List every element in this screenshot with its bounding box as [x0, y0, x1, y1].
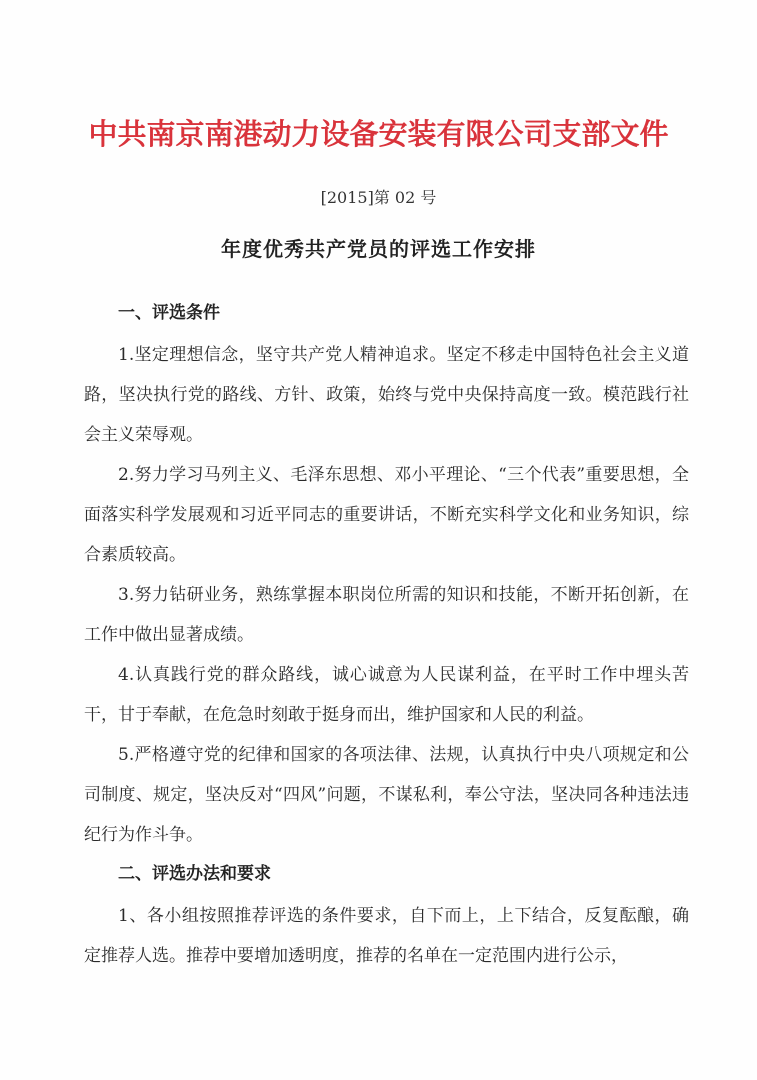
section-heading-criteria: 一、评选条件 — [118, 303, 220, 323]
document-number: [2015]第 02 号 — [320, 188, 437, 207]
section-heading-methods: 二、评选办法和要求 — [118, 864, 271, 884]
criteria-item-1: 1.坚定理想信念，坚守共产党人精神追求。坚定不移走中国特色社会主义道路，坚决执行党的路线、方针、政策，始终与党中央保持高度一致。模范践行社会主义荣辱观。 — [84, 345, 689, 445]
document-body — [84, 296, 689, 976]
criteria-item-2: 2.努力学习马列主义、毛泽东思想、邓小平理论、“三个代表”重要思想，全面落实科学发展观和习近平同志的重要讲话，不断充实科学文化和业务知识，综合素质较高。 — [84, 465, 689, 565]
methods-item-1: 1、各小组按照推荐评选的条件要求，自下而上，上下结合，反复酝酿，确定推荐人选。推荐中要增加透明度，推荐的名单在一定范围内进行公示， — [84, 906, 689, 966]
criteria-item-3: 3.努力钻研业务，熟练掌握本职岗位所需的知识和技能，不断开拓创新，在工作中做出显著成绩。 — [84, 585, 689, 645]
letterhead-title: 中共南京南港动力设备安装有限公司支部文件 — [88, 117, 669, 151]
criteria-item-4: 4.认真践行党的群众路线，诚心诚意为人民谋利益，在平时工作中埋头苦干，甘于奉献，在危急时刻敢于挺身而出，维护国家和人民的利益。 — [84, 665, 689, 725]
document-title: 年度优秀共产党员的评选工作安排 — [221, 237, 536, 261]
criteria-item-5: 5.严格遵守党的纪律和国家的各项法律、法规，认真执行中央八项规定和公司制度、规定，坚决反对“四风”问题，不谋私利，奉公守法，坚决同各种违法违纪行为作斗争。 — [84, 745, 689, 845]
